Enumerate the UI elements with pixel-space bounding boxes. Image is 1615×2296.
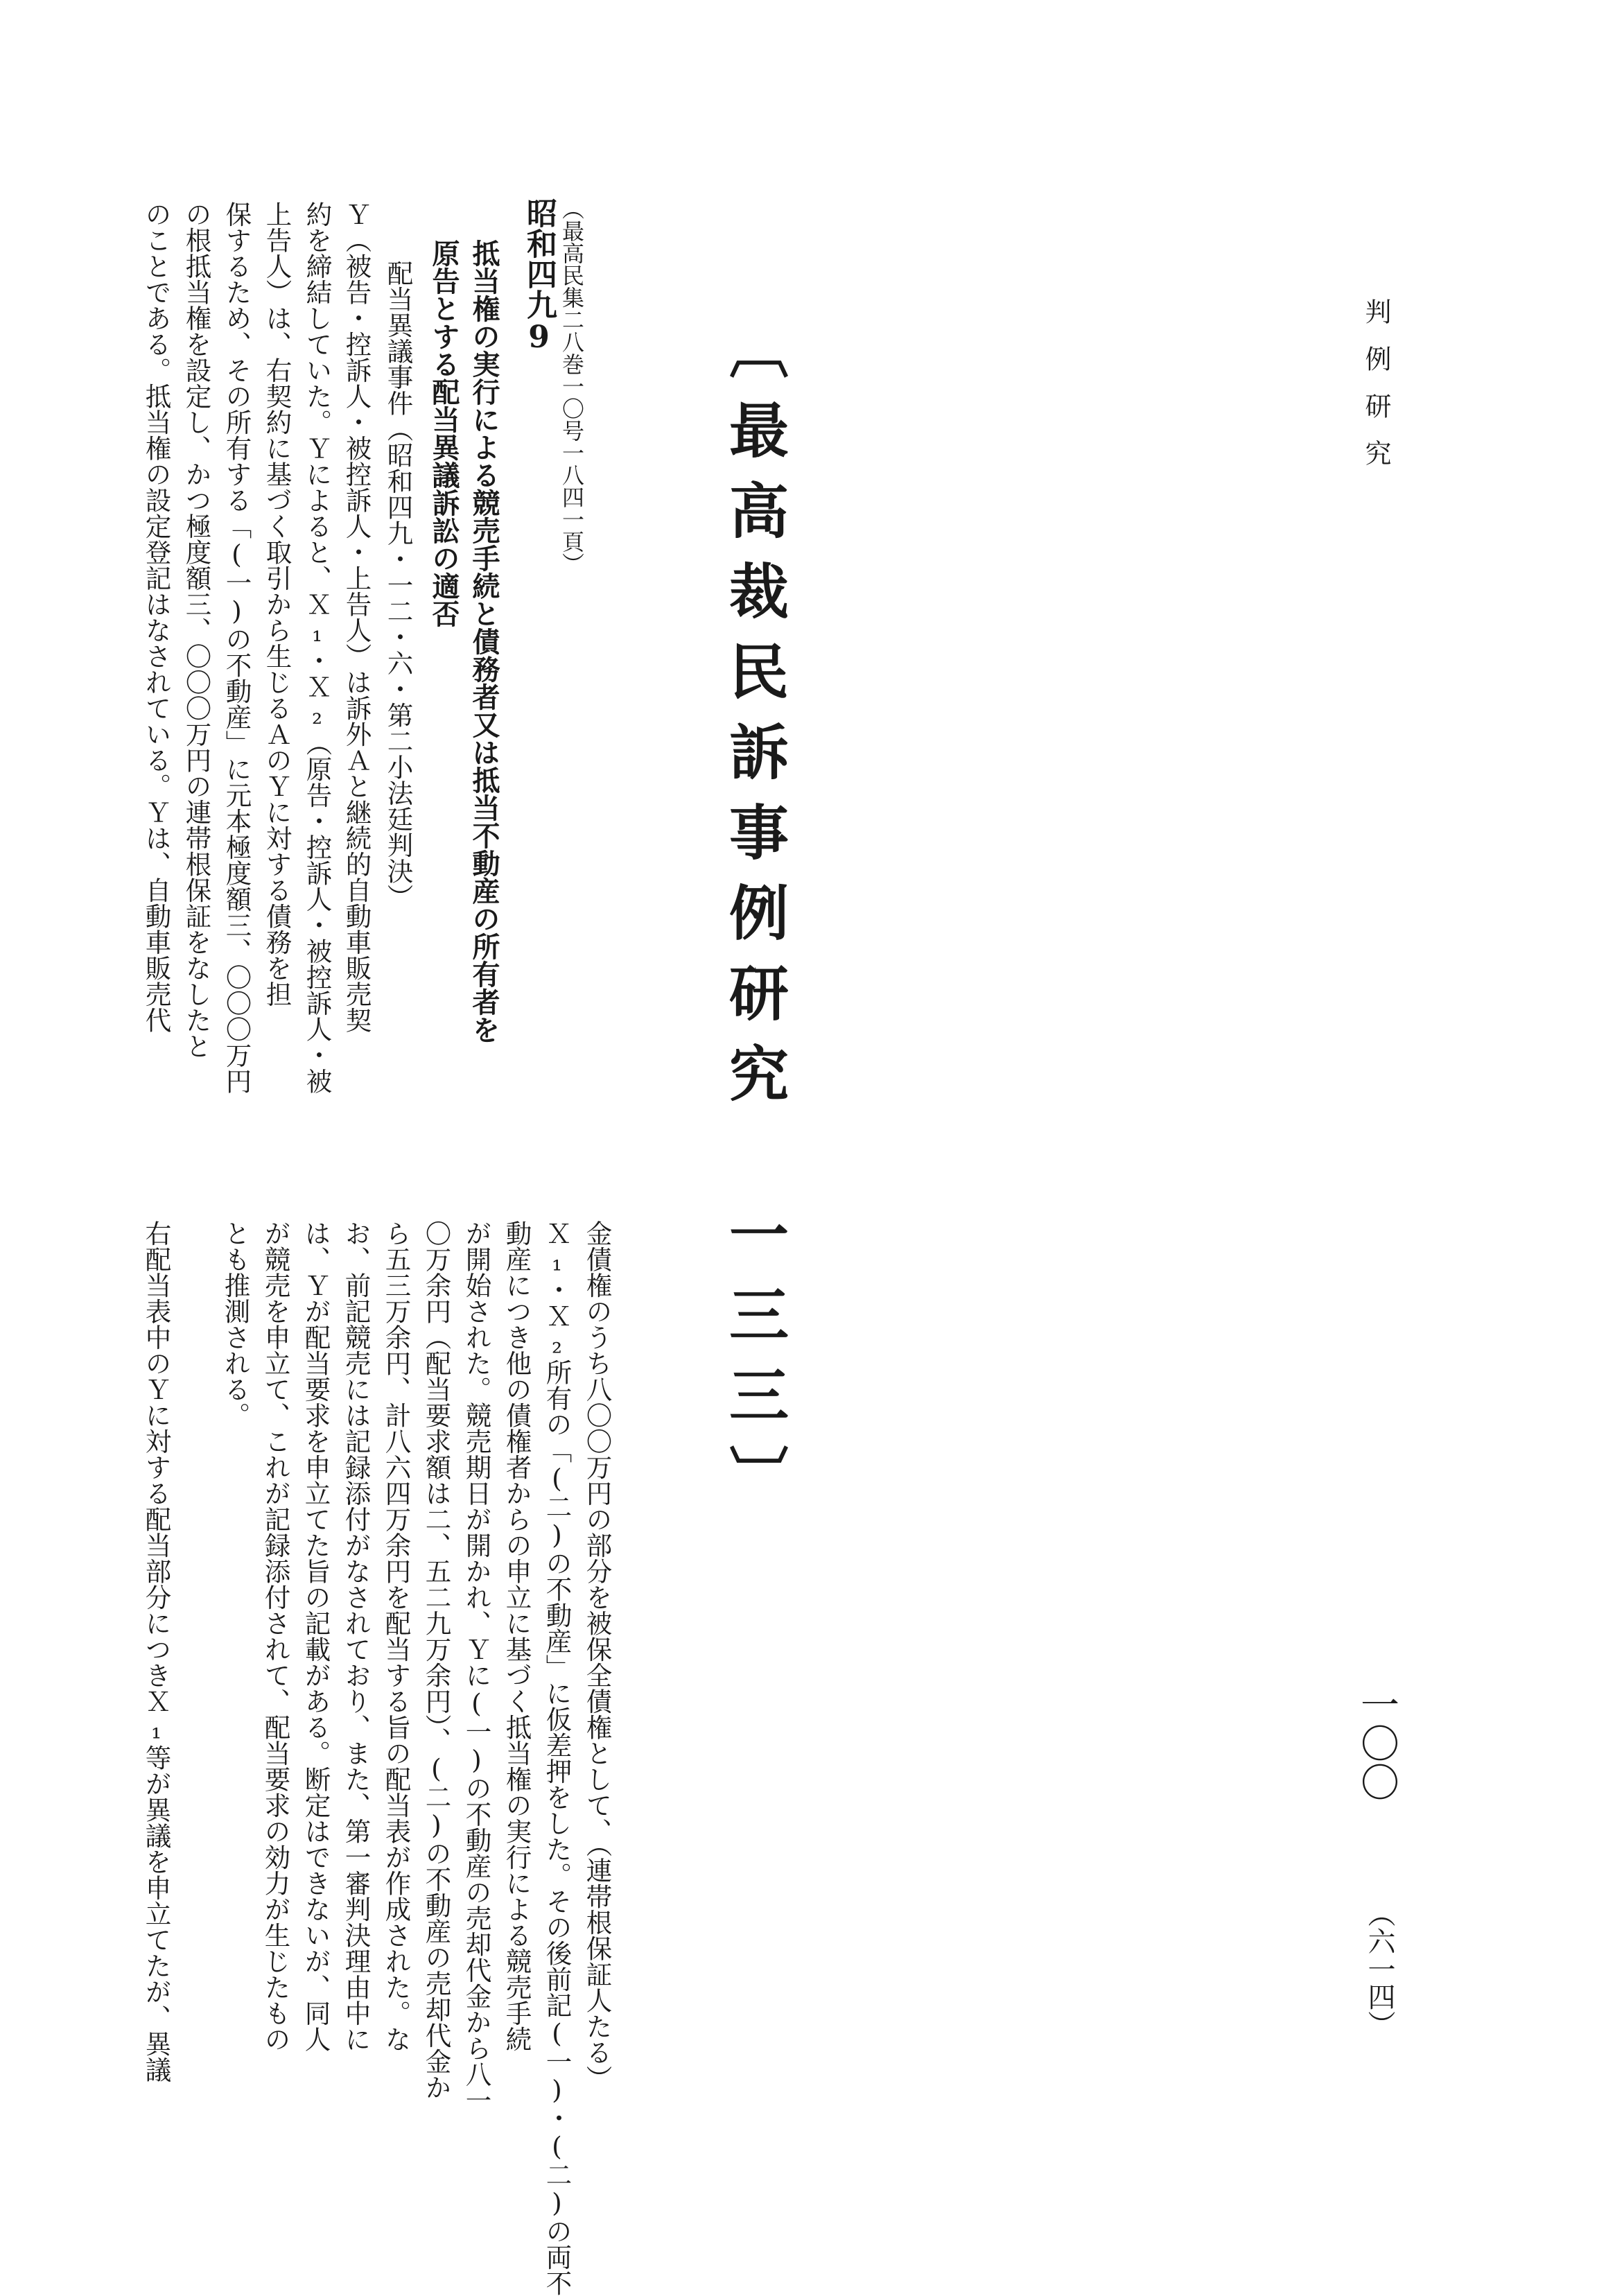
body-text-line: 保するため、その所有する「(一)の不動産」に元本極度額三、〇〇〇万円 [221,201,252,1094]
case-title-line: 抵当権の実行による競売手続と債務者又は抵当不動産の所有者を [468,239,500,1043]
case-title-line: 原告とする配当異議訴訟の適否 [428,239,460,627]
body-text-line: ら五三万余円、計八六四万余円を配当する旨の配当表が作成された。な [381,1220,412,2052]
body-text-line: Ｙ（被告・控訴人・被控訴人・上告人）は訴外Ａと継続的自動車販売契 [341,201,372,1033]
page-number: 一〇〇 [1354,1685,1399,1801]
running-head: 判例研究 [1361,298,1391,487]
body-text-line: は、Ｙが配当要求を申立てた旨の記載がある。断定はできないが、同人 [300,1220,331,2052]
body-text-line: 約を締結していた。Ｙによると、Ｘ₁・Ｘ₂（原告・控訴人・被控訴人・被 [302,201,333,1094]
body-text-line: のことである。抵当権の設定登記はなされている。Ｙは、自動車販売代 [141,201,172,1033]
page-number-sub: （六一四） [1363,1899,1395,2038]
body-text-line: が開始された。競売期日が開かれ、Ｙに(一)の不動産の売却代金から八一 [461,1220,492,2113]
body-text-line: Ｘ₁・Ｘ₂所有の「(二)の不動産」に仮差押をした。その後前記(一)・(二)の両不 [541,1220,573,2296]
body-text-line: 〇万余円（配当要求額は二、五二九万余円）、(二)の不動産の売却代金か [421,1220,452,2101]
body-text-line: 動産につき他の債権者からの申立に基づく抵当権の実行による競売手続 [501,1220,532,2052]
body-text-line: 配当異議事件（昭和四九・一二・六・第二小法廷判決） [383,260,414,910]
case-number: 昭和四九9 [521,198,557,355]
case-citation: （最高民集二八巻一〇号一八四一頁） [559,198,585,575]
body-text-line: とも推測される。 [220,1220,251,1428]
body-text-line: お、前記競売には記録添付がなされており、また、第一審判決理由中に [340,1220,372,2052]
body-text-line: 上告人）は、右契約に基づく取引から生じるＡのＹに対する債務を担 [261,201,293,1007]
body-text-line: 右配当表中のＹに対する配当部分につきＸ₁等が異議を申立てたが、異議 [141,1220,172,2082]
body-text-line: が競売を申立て、これが記録添付されて、配当要求の効力が生じたもの [260,1220,291,2052]
body-text-line: 金債権のうち八〇〇万円の部分を被保全債権として、（連帯根保証人たる） [582,1220,613,2091]
body-text-line: の根抵当権を設定し、かつ極度額三、〇〇〇万円の連帯根保証をなしたと [181,201,212,1059]
series-title: 〔最高裁民訴事例研究 一三三〕 [719,319,789,1525]
